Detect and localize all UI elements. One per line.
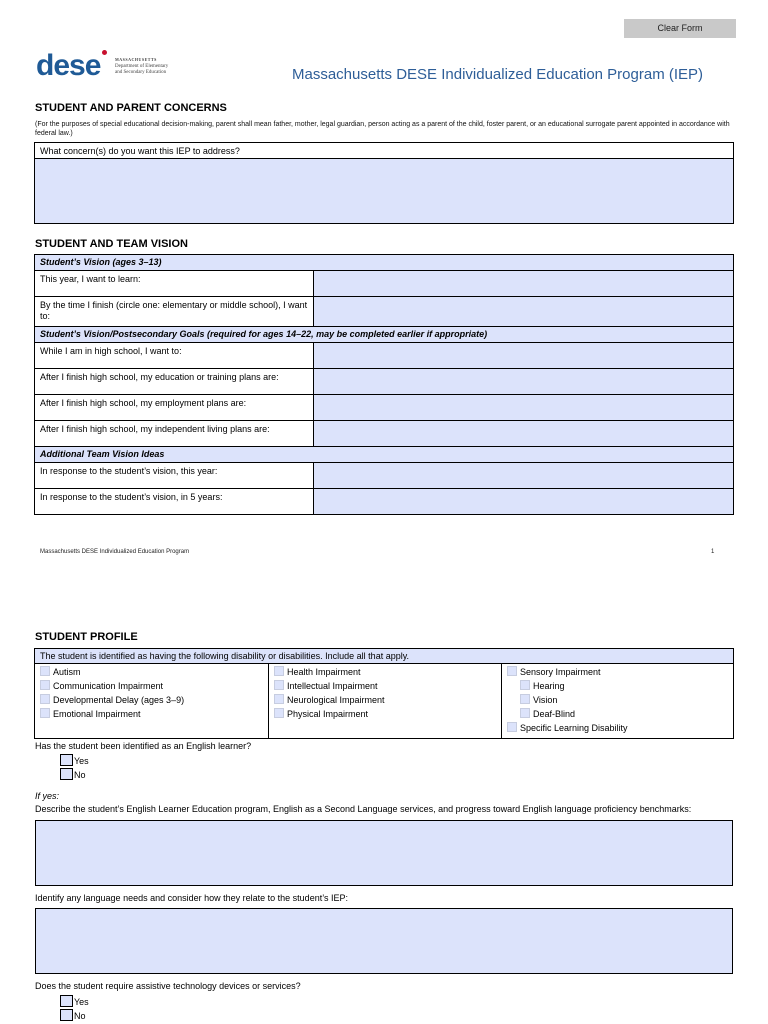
disability-sub-option[interactable]: Deaf-Blind [520,708,575,720]
disability-option[interactable]: Physical Impairment [274,708,368,720]
vision-row-input[interactable] [314,369,734,395]
disability-option[interactable]: Emotional Impairment [40,708,141,720]
disability-option[interactable]: Neurological Impairment [274,694,385,706]
language-needs-prompt: Identify any language needs and consider how they relate to the student’s IEP: [35,893,349,903]
vision-section-title: Student’s Vision/Postsecondary Goals (required for ages 14–22, may be completed earlier if appropriate) [35,327,734,343]
disability-option[interactable]: Developmental Delay (ages 3–9) [40,694,184,706]
page-footer: Massachusetts DESE Individualized Education Program [40,549,190,555]
if-yes-label: If yes: [35,791,60,801]
checkbox[interactable] [60,754,73,766]
disability-box [34,648,734,739]
el-describe-prompt: Describe the student’s English Learner Education program, English as a Second Language services, and progress toward English language proficiency benchmarks: [35,804,692,814]
el-yes-option[interactable]: Yes [60,754,89,766]
at-yes-option[interactable]: Yes [60,995,89,1007]
checkbox[interactable] [274,666,284,676]
logo-wordmark: dese [36,49,101,82]
vision-section-title: Student’s Vision (ages 3–13) [35,255,734,271]
disability-option[interactable]: Sensory Impairment [507,666,601,678]
concerns-heading: STUDENT AND PARENT CONCERNS [35,102,227,114]
vision-row-label: In response to the student’s vision, in 5 years: [35,489,314,515]
assistive-tech-question: Does the student require assistive technology devices or services? [35,981,301,991]
at-no-option[interactable]: No [60,1009,86,1021]
profile-heading: STUDENT PROFILE [35,631,138,643]
vision-row-input[interactable] [314,421,734,447]
el-no-option[interactable]: No [60,768,86,780]
vision-section-title: Additional Team Vision Ideas [35,447,734,463]
vision-row-label: While I am in high school, I want to: [35,343,314,369]
disability-sub-option[interactable]: Hearing [520,680,565,692]
vision-row-label: In response to the student’s vision, this year: [35,463,314,489]
checkbox[interactable] [274,708,284,718]
language-needs-input[interactable] [35,908,733,974]
vision-row-input[interactable] [314,395,734,421]
clear-form-button[interactable]: Clear Form [624,19,736,38]
disability-column-2 [269,664,502,739]
vision-row-input[interactable] [314,489,734,515]
checkbox[interactable] [60,768,73,780]
checkbox[interactable] [507,722,517,732]
logo-dot [102,50,107,55]
vision-row-label: By the time I finish (circle one: elementary or middle school), I want to: [35,297,314,327]
concerns-input[interactable] [35,159,733,223]
english-learner-question: Has the student been identified as an English learner? [35,741,252,751]
checkbox[interactable] [60,995,73,1007]
checkbox[interactable] [520,680,530,690]
checkbox[interactable] [274,680,284,690]
vision-row-label: This year, I want to learn: [35,271,314,297]
logo-subtitle: MASSACHUSETTS Department of Elementary and Secondary Education [115,57,169,75]
document-title: Massachusetts DESE Individualized Education Program (IEP) [292,66,704,83]
checkbox[interactable] [40,708,50,718]
vision-row-label: After I finish high school, my education or training plans are: [35,369,314,395]
vision-table [34,254,734,515]
disability-option[interactable]: Intellectual Impairment [274,680,378,692]
vision-row-input[interactable] [314,271,734,297]
disability-column-1 [35,664,269,739]
disability-sub-option[interactable]: Vision [520,694,557,706]
disability-option[interactable]: Communication Impairment [40,680,163,692]
checkbox[interactable] [274,694,284,704]
concerns-prompt: What concern(s) do you want this IEP to address? [35,143,733,159]
disability-option[interactable]: Health Impairment [274,666,361,678]
disability-column-3 [502,664,733,739]
checkbox[interactable] [40,694,50,704]
vision-row-input[interactable] [314,343,734,369]
vision-row-input[interactable] [314,297,734,327]
checkbox[interactable] [507,666,517,676]
checkbox[interactable] [40,680,50,690]
vision-row-label: After I finish high school, my independent living plans are: [35,421,314,447]
vision-row-input[interactable] [314,463,734,489]
concerns-note: (For the purposes of special educational decision-making, parent shall mean father, mother, legal guardian, person acting as a parent of the child, foster parent, or an educational surrogate parent appointed in accordance with federal law.) [35,121,730,137]
disability-prompt: The student is identified as having the following disability or disabilities. Include all that apply. [35,649,733,664]
checkbox[interactable] [520,708,530,718]
checkbox[interactable] [60,1009,73,1021]
concerns-box [34,142,734,224]
el-program-input[interactable] [35,820,733,886]
disability-option[interactable]: Specific Learning Disability [507,722,628,734]
checkbox[interactable] [520,694,530,704]
disability-option[interactable]: Autism [40,666,81,678]
vision-row-label: After I finish high school, my employment plans are: [35,395,314,421]
vision-heading: STUDENT AND TEAM VISION [35,238,188,250]
page-number: 1 [711,549,715,555]
checkbox[interactable] [40,666,50,676]
